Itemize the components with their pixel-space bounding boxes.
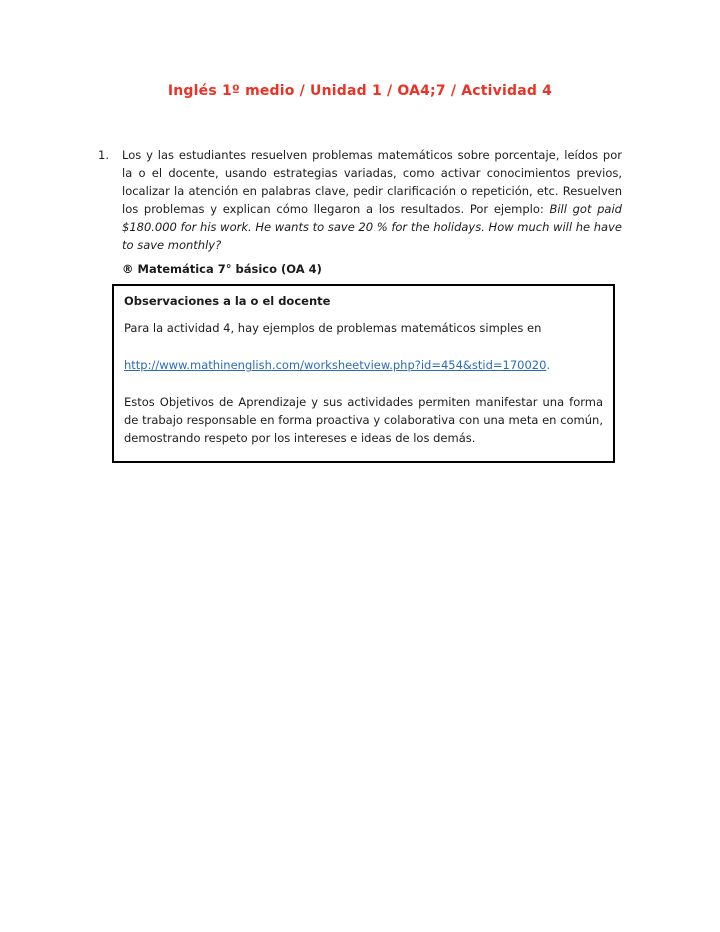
activity-item bbox=[98, 146, 622, 277]
observations-box bbox=[112, 284, 615, 463]
worksheet-link[interactable]: http://www.mathinenglish.com/worksheetview.php?id=454&stid=170020 bbox=[124, 358, 547, 372]
subject-reference: ® Matemática 7° básico (OA 4) bbox=[122, 262, 322, 276]
observations-intro: Para la actividad 4, hay ejemplos de problemas matemáticos simples en bbox=[124, 321, 542, 335]
activity-paragraph bbox=[122, 146, 622, 254]
activity-number: 1. bbox=[98, 148, 109, 162]
activity-text: Los y las estudiantes resuelven problemas matemáticos sobre porcentaje, leídos por la o el docente, usando estrategias variadas, como activar conocimientos previos, localizar la atención en palabras clave, pedir clarificación o repetición, etc. Resuelven los problemas y explican cómo llegaron a los resultados. Por ejemplo: bbox=[122, 148, 622, 216]
worksheet-link-line bbox=[124, 357, 603, 374]
worksheet-link-suffix: . bbox=[546, 358, 551, 372]
activity-example-text: Bill got paid $180.000 for his work. He wants to save 20 % for the holidays. How much will he have to save monthly? bbox=[122, 202, 622, 252]
observations-heading: Observaciones a la o el docente bbox=[124, 294, 331, 308]
observations-note: Estos Objetivos de Aprendizaje y sus actividades permiten manifestar una forma de trabajo responsable en forma proactiva y colaborativa con una meta en común, demostrando respeto por los intereses e ideas de los demás. bbox=[124, 395, 603, 445]
page-title: Inglés 1º medio / Unidad 1 / OA4;7 / Actividad 4 bbox=[167, 83, 553, 99]
